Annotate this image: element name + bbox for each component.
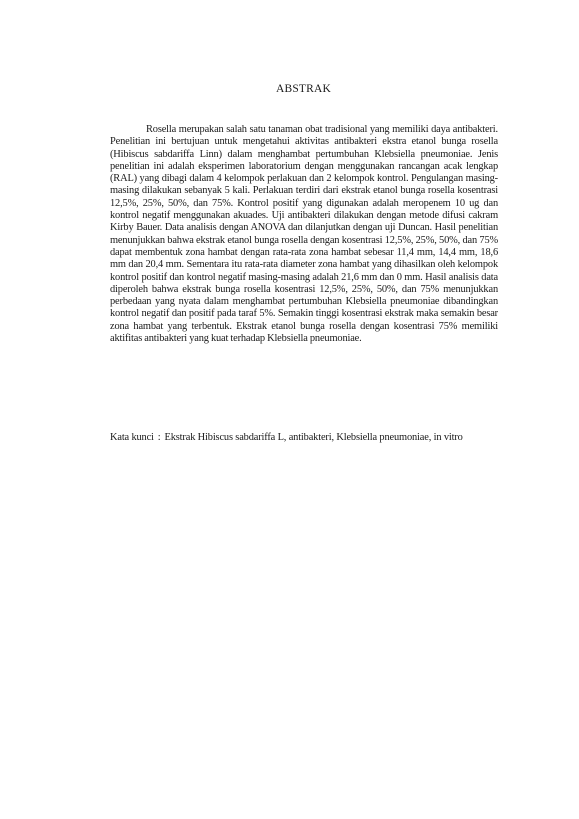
keywords-separator: : bbox=[157, 432, 161, 443]
keywords-block bbox=[110, 432, 498, 444]
keywords-label: Kata kunci bbox=[110, 432, 154, 443]
keywords-text: Ekstrak Hibiscus sabdariffa L, antibakteri, Klebsiella pneumoniae, in vitro bbox=[164, 432, 463, 443]
abstract-body: Rosella merupakan salah satu tanaman obat tradisional yang memiliki daya antibakteri. Penelitian ini bertujuan untuk mengetahui aktivitas antibakteri ekstra etanol bunga rosella (Hibiscus sabdariffa Linn) dalam menghambat pertumbuhan Klebsiella pneumoniae. Jenis penelitian ini adalah eksperimen laboratorium dengan menggunakan rancangan acak lengkap (RAL) yang dibagi dalam 4 kelompok perlakuan dan 2 kelompok kontrol. Pengulangan masing-masing dilakukan sebanyak 5 kali. Perlakuan terdiri dari ekstrak etanol bunga rosella kosentrasi 12,5%, 25%, 50%, dan 75%. Kontrol positif yang digunakan adalah meropenem 10 ug dan kontrol negatif menggunakan akuades. Uji antibakteri dilakukan dengan metode difusi cakram Kirby Bauer. Data analisis dengan ANOVA dan dilanjutkan dengan uji Duncan. Hasil penelitian menunjukkan bahwa ekstrak etanol bunga rosella dengan kosentrasi 12,5%, 25%, 50%, dan 75% dapat membentuk zona hambat dengan rata-rata zona hambat sebesar 11,4 mm, 14,4 mm, 18,6 mm dan 20,4 mm. Sementara itu rata-rata diameter zona hambat yang dihasilkan oleh kelompok kontrol positif dan kontrol negatif masing-masing adalah 21,6 mm dan 0 mm. Hasil analisis data diperoleh bahwa ekstrak bunga rosella kosentrasi 12,5%, 25%, 50%, dan 75% menunjukkan perbedaan yang nyata dalam menghambat pertumbuhan Klebsiella pneumoniae dibandingkan kontrol negatif dan positif pada taraf 5%. Semakin tinggi kosentrasi ekstrak maka semakin besar zona hambat yang terbentuk. Ekstrak etanol bunga rosella dengan kosentrasi 75% memiliki aktifitas antibakteri yang kuat terhadap Klebsiella pneumoniae. bbox=[110, 124, 498, 345]
abstract-title: ABSTRAK bbox=[275, 83, 332, 95]
